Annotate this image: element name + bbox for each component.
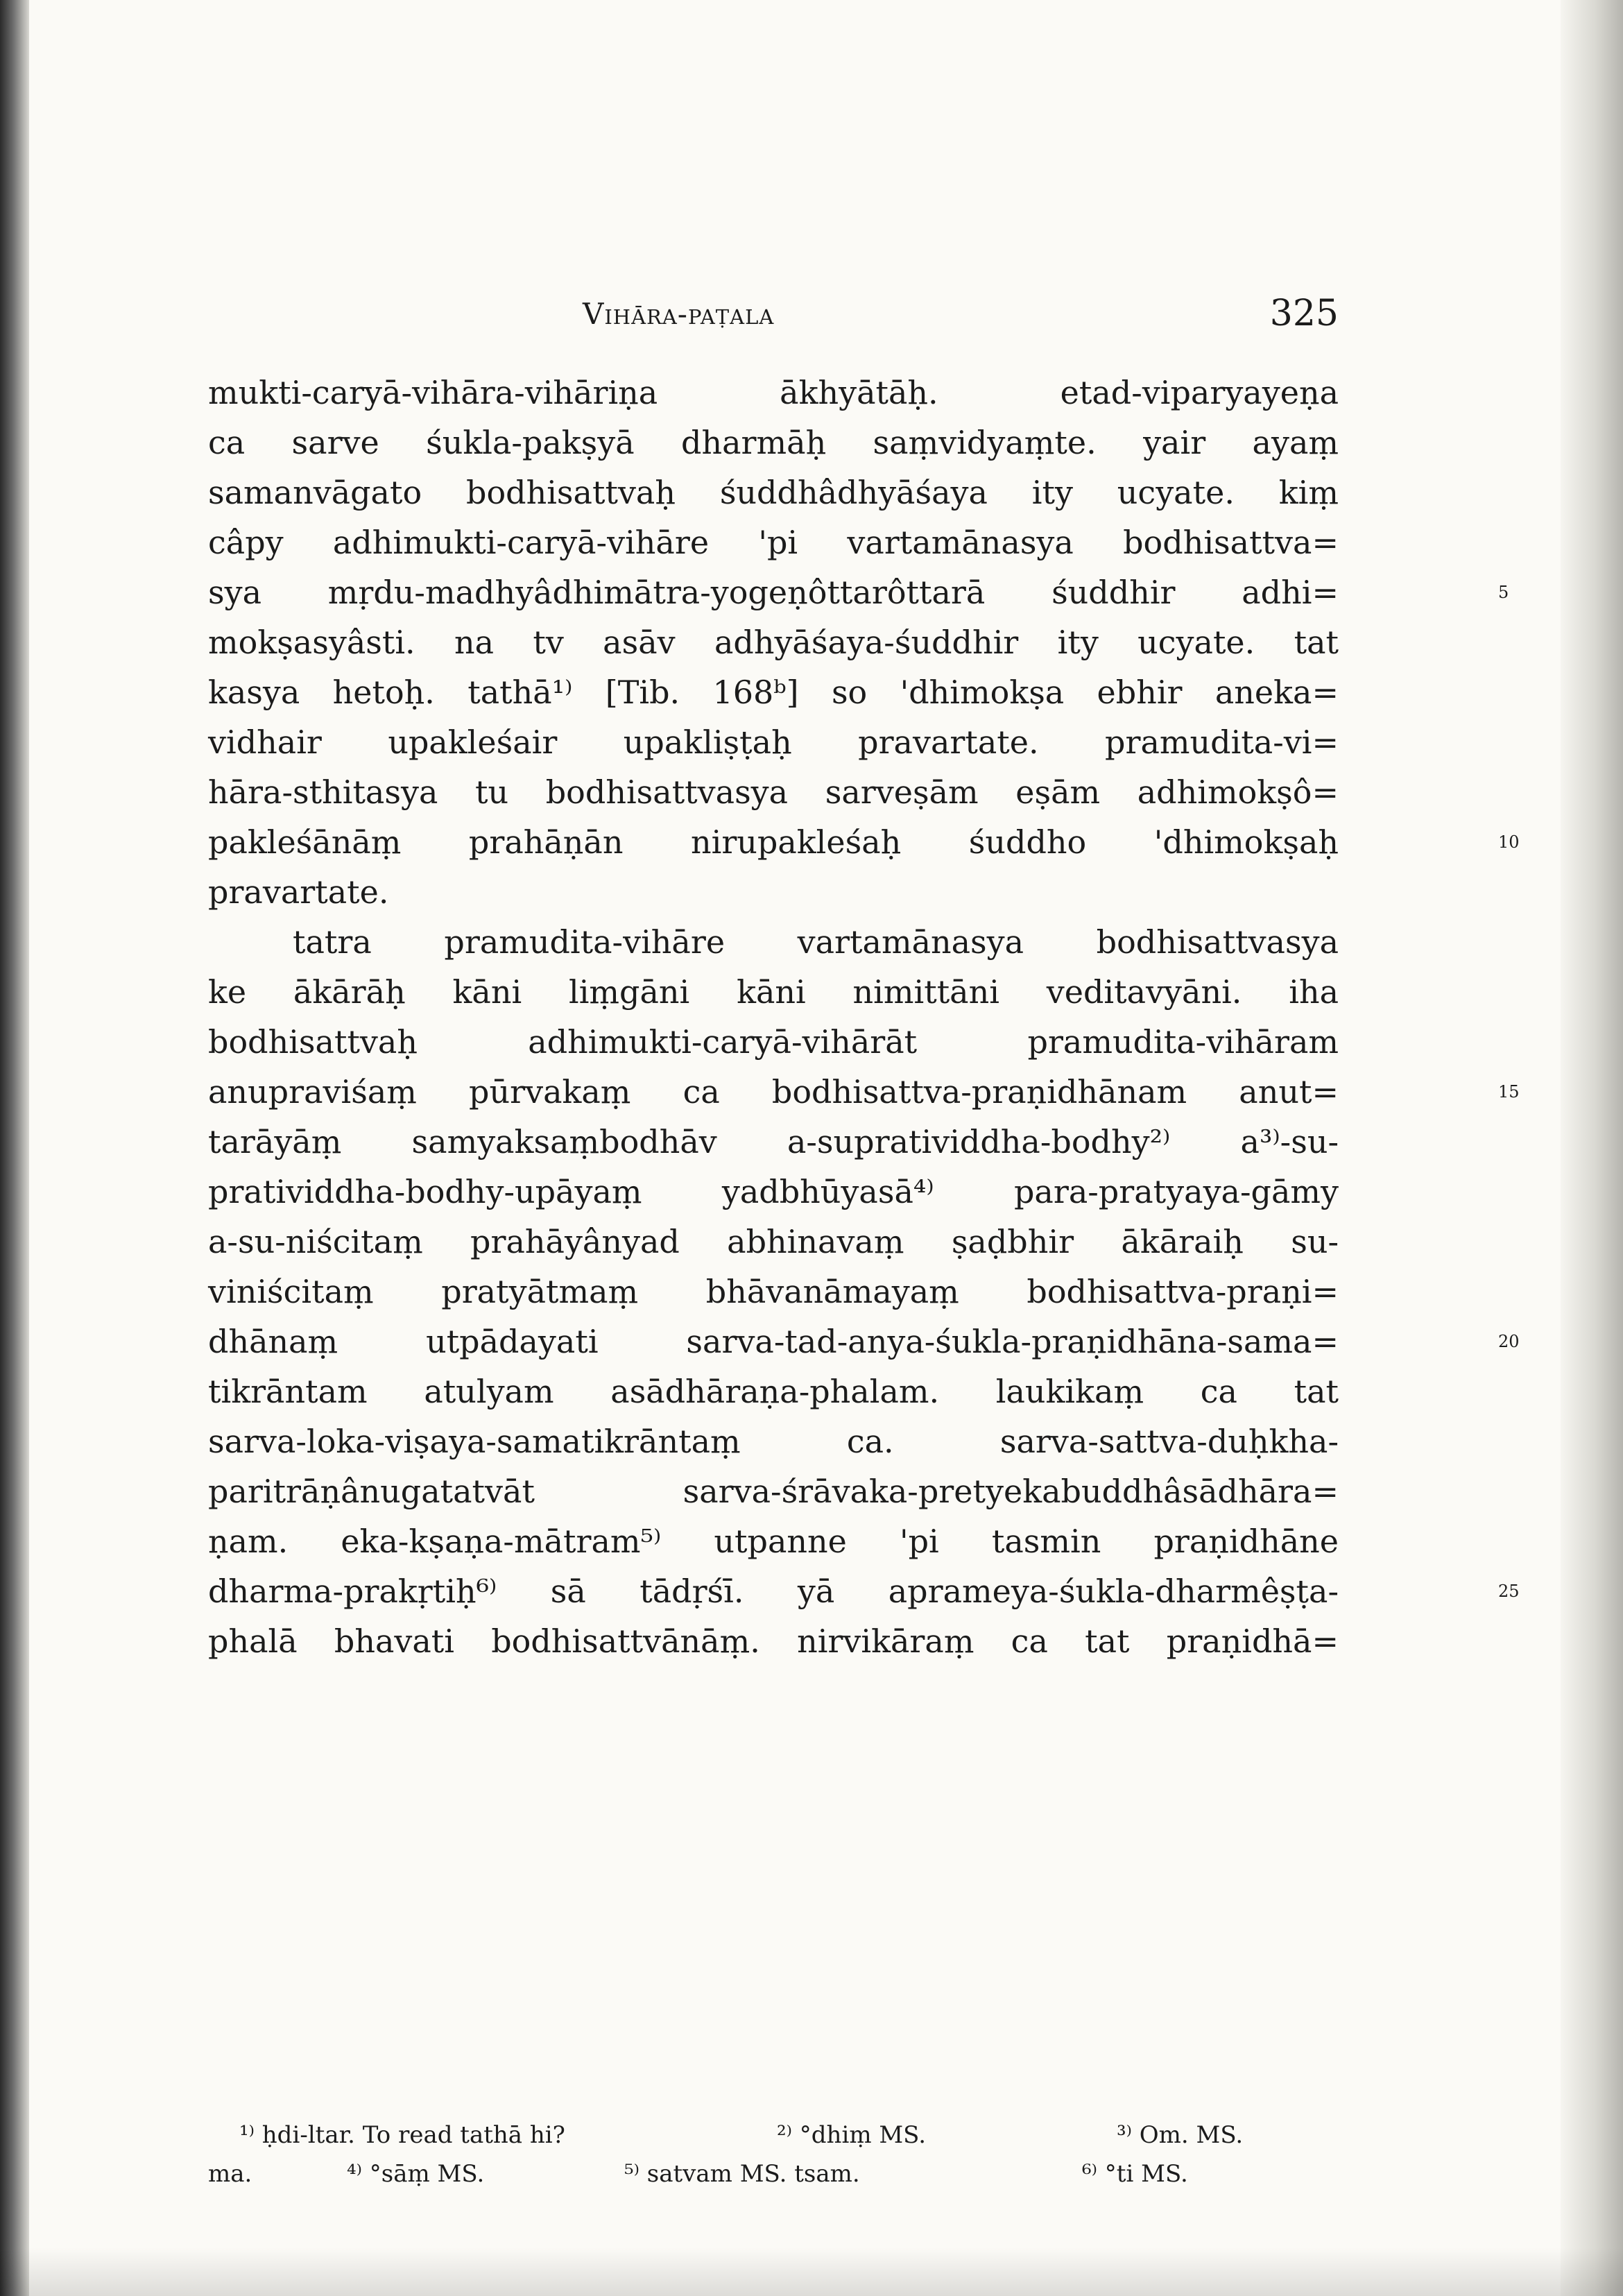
footnote: ma. [208, 2160, 252, 2188]
text-line: câpy adhimukti-caryā-vihāre 'pi vartamānasya bodhisattva= [208, 524, 1339, 561]
footnote: ³⁾ Om. MS. [1117, 2121, 1244, 2149]
footnote: ⁶⁾ °ti MS. [1082, 2160, 1188, 2188]
text-line-with-margin-number [208, 1317, 1520, 1367]
text-line: pravartate. [208, 873, 389, 911]
text-line-content: dharma-prakṛtiḥ⁶⁾ sā tādṛśī. yā aprameya-śukla-dharmêṣṭa- [208, 1573, 1339, 1610]
footnote: ⁴⁾ °sāṃ MS. [347, 2160, 485, 2188]
margin-line-number: 5 [1498, 583, 1509, 602]
text-line: tikrāntam atulyam asādhāraṇa-phalam. laukikaṃ ca tat [208, 1373, 1339, 1410]
text-line: ca sarve śukla-pakṣyā dharmāḥ saṃvidyaṃte. yair ayaṃ [208, 424, 1339, 461]
book-spine-shadow [0, 0, 29, 2296]
text-line: kasya hetoḥ. tathā¹⁾ [Tib. 168ᵇ] so 'dhimokṣa ebhir aneka= [208, 674, 1339, 711]
margin-line-number: 15 [1498, 1082, 1520, 1102]
text-line: phalā bhavati bodhisattvānāṃ. nirvikāraṃ ca tat praṇidhā= [208, 1622, 1339, 1660]
text-line: tarāyāṃ samyaksaṃbodhāv a-supratividdha-bodhy²⁾ a³⁾-su- [208, 1123, 1339, 1160]
footnote: ²⁾ °dhiṃ MS. [777, 2121, 927, 2149]
text-line: vidhair upakleśair upakliṣṭaḥ pravartate. pramudita-vi= [208, 723, 1339, 761]
text-line-with-margin-number [208, 1067, 1520, 1117]
text-line: hāra-sthitasya tu bodhisattvasya sarveṣām eṣām adhimokṣô= [208, 773, 1339, 811]
footnote-row [208, 2154, 1339, 2193]
running-title: Vihāra-paṭala [583, 297, 775, 331]
text-line-content: dhānaṃ utpādayati sarva-tad-anya-śukla-praṇidhāna-sama= [208, 1323, 1339, 1360]
text-line-content: sya mṛdu-madhyâdhimātra-yogeṇôttarôttarā śuddhir adhi= [208, 574, 1339, 611]
text-line-content: anupraviśaṃ pūrvakaṃ ca bodhisattva-praṇidhānam anut= [208, 1073, 1339, 1111]
margin-line-number: 10 [1498, 832, 1520, 852]
text-line-with-margin-number [208, 567, 1509, 617]
text-line-content: pakleśānāṃ prahāṇān nirupakleśaḥ śuddho 'dhimokṣaḥ [208, 823, 1339, 861]
footnote: ⁵⁾ satvam MS. tsam. [624, 2160, 860, 2188]
footnote: ¹⁾ ḥdi-ltar. To read tathā hi? [239, 2121, 565, 2149]
text-line: ṇam. eka-kṣaṇa-mātram⁵⁾ utpanne 'pi tasmin praṇidhāne [208, 1523, 1339, 1560]
margin-line-number: 25 [1498, 1582, 1520, 1601]
footnote-row [208, 2116, 1339, 2154]
text-line: sarva-loka-viṣaya-samatikrāntaṃ ca. sarva-sattva-duḥkha- [208, 1423, 1339, 1460]
text-line: a-su-niścitaṃ prahāyânyad abhinavaṃ ṣaḍbhir ākāraiḥ su- [208, 1223, 1339, 1260]
bottom-shadow [0, 2247, 1623, 2296]
margin-line-number: 20 [1498, 1332, 1520, 1351]
text-line-with-margin-number [208, 1566, 1520, 1616]
page-number: 325 [1269, 293, 1339, 334]
text-line: pratividdha-bodhy-upāyaṃ yadbhūyasā⁴⁾ para-pratyaya-gāmy [208, 1173, 1339, 1210]
text-line: viniścitaṃ pratyātmaṃ bhāvanāmayaṃ bodhisattva-praṇi= [208, 1273, 1339, 1310]
text-line: mukti-caryā-vihāra-vihāriṇa ākhyātāḥ. etad-viparyayeṇa [208, 374, 1339, 411]
text-line: mokṣasyâsti. na tv asāv adhyāśaya-śuddhir ity ucyate. tat [208, 624, 1339, 661]
text-line: samanvāgato bodhisattvaḥ śuddhâdhyāśaya ity ucyate. kiṃ [208, 474, 1339, 511]
footnotes [208, 2116, 1339, 2193]
text-line: bodhisattvaḥ adhimukti-caryā-vihārāt pramudita-vihāram [208, 1023, 1339, 1061]
text-line-with-margin-number [208, 817, 1520, 867]
page-header [208, 293, 1339, 339]
page-edge-shadow [1561, 0, 1623, 2296]
body-text [208, 368, 1520, 1666]
text-line: tatra pramudita-vihāre vartamānasya bodhisattvasya [293, 923, 1339, 961]
text-line: paritrāṇânugatatvāt sarva-śrāvaka-pretyekabuddhâsādhāra= [208, 1473, 1339, 1510]
text-line: ke ākārāḥ kāni liṃgāni kāni nimittāni veditavyāni. iha [208, 973, 1339, 1011]
